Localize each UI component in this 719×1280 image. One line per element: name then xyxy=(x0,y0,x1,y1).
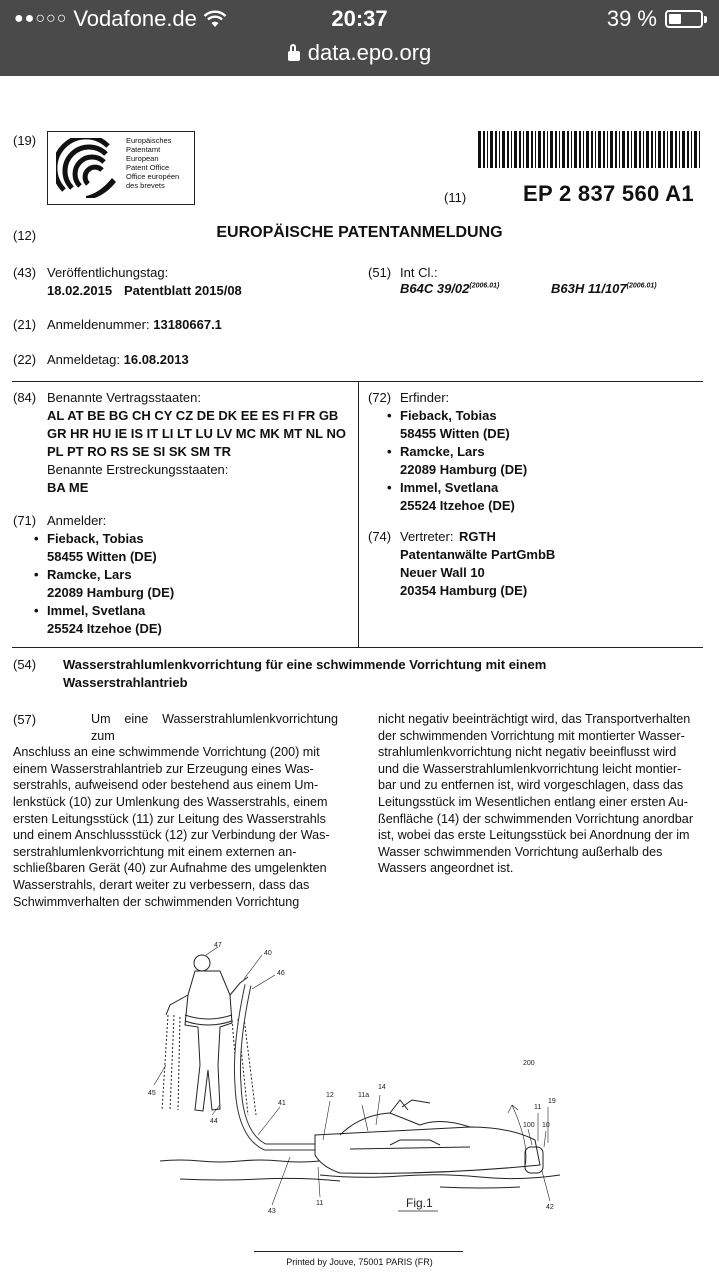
abstract-line: einem Wasserstrahlantrieb zur Erzeugung eines Was- xyxy=(13,761,314,776)
abstract-line: bar und zu entfernen ist, wird vorgeschlagen, dass das xyxy=(378,778,684,793)
abstract-line: Leitungsstück im Wesentlichen entlang einer ersten Au- xyxy=(378,794,688,809)
app-number-label: Anmeldenummer: xyxy=(47,317,150,332)
abstract-line: serstrahls, aufweisend oder bestehend aus einem Um- xyxy=(13,778,319,793)
int-cl-code: B64C 39/02 xyxy=(400,281,470,296)
abstract-line: Wasserstrahls, derart weiter zu verbessern, dass das xyxy=(13,877,310,892)
rep-line: RGTH xyxy=(459,529,496,544)
column-divider xyxy=(358,381,359,647)
int-cl-1 xyxy=(400,281,499,296)
inventor-address: 22089 Hamburg (DE) xyxy=(400,462,528,477)
figure-caption: Fig.1 xyxy=(406,1196,433,1210)
rep-line: 20354 Hamburg (DE) xyxy=(400,583,528,598)
inventor-name: Fieback, Tobias xyxy=(400,408,497,423)
battery-area xyxy=(607,6,703,32)
rep-line: Patentanwälte PartGmbB xyxy=(400,547,556,562)
filing-date-row xyxy=(47,352,189,367)
code-71: (71) xyxy=(13,513,37,528)
abstract-line: nicht negativ beeinträchtigt wird, das Transportverhalten xyxy=(378,712,691,726)
abstract-line: lenkstück (10) zur Umlenkung des Wasserstrahls, einem xyxy=(13,794,328,809)
office-line: Patent Office xyxy=(126,163,170,172)
ref-label: 41 xyxy=(278,1100,286,1107)
abstract-line: und einem Anschlussstück (12) zur Verbindung der Was- xyxy=(13,828,330,843)
abstract-line: serstrahlumlenkvorrichtung mit einem externen an- xyxy=(13,844,297,859)
list-item: • Ramcke, Lars xyxy=(34,567,132,582)
ref-label: 47 xyxy=(214,942,222,949)
inventor-name: Immel, Svetlana xyxy=(400,480,499,495)
applicant-address: 58455 Witten (DE) xyxy=(47,549,157,564)
abstract-line: schließbaren Gerät (40) zur Aufnahme des umgelenkten xyxy=(13,861,327,876)
office-line: des brevets xyxy=(126,181,165,190)
battery-fill xyxy=(669,14,681,24)
inventor-address: 25524 Itzehoe (DE) xyxy=(400,498,515,513)
int-cl-version: (2006.01) xyxy=(626,282,657,290)
abstract-line: ist, wobei das erste Leitungsstück bei Anordnung der im xyxy=(378,828,690,843)
ref-label: 19 xyxy=(548,1098,556,1105)
code-84: (84) xyxy=(13,390,37,405)
states-label: Benannte Vertragsstaaten: xyxy=(47,390,201,405)
ref-label: 100 xyxy=(523,1122,535,1129)
epo-logo xyxy=(47,131,195,205)
applicant-address: 22089 Hamburg (DE) xyxy=(47,585,175,600)
ref-label: 45 xyxy=(148,1090,156,1097)
code-21: (21) xyxy=(13,317,37,332)
ref-label: 12 xyxy=(326,1092,334,1099)
applicant-label: Anmelder: xyxy=(47,513,107,528)
abstract-line: Wassers angeordnet ist. xyxy=(378,861,514,876)
rep-line: Neuer Wall 10 xyxy=(400,565,485,580)
abstract-line: der schwimmenden Vorrichtung mit montierter Wasser- xyxy=(378,728,685,743)
office-line: Patentamt xyxy=(126,145,161,154)
filing-date: 16.08.2013 xyxy=(123,352,189,367)
abstract-left-column xyxy=(13,711,338,910)
water-surface xyxy=(160,1160,560,1188)
abstract-line: strahlumlenkvorrichtung nicht negativ beeinflusst wird xyxy=(378,745,677,760)
battery-percent: 39 % xyxy=(606,6,657,31)
ext-states: BA ME xyxy=(47,480,89,495)
rep-label: Vertreter: xyxy=(400,529,454,544)
ref-label: 46 xyxy=(277,970,285,977)
list-item: • Fieback, Tobias xyxy=(387,408,497,423)
code-19: (19) xyxy=(13,133,37,148)
states-line: GR HR HU IE IS IT LI LT LU LV MC MK MT NL NO xyxy=(47,426,346,441)
reference-leaders xyxy=(154,947,550,1205)
clock: 20:37 xyxy=(331,6,388,31)
applicant-name: Immel, Svetlana xyxy=(47,603,146,618)
office-line: Office européen xyxy=(126,172,180,181)
list-item: • Immel, Svetlana xyxy=(34,603,146,618)
applicants xyxy=(34,512,175,638)
battery-icon xyxy=(665,10,703,28)
inventor-label: Erfinder: xyxy=(400,390,450,405)
code-43: (43) xyxy=(13,265,37,280)
barcode-icon xyxy=(478,131,700,168)
states-line: AL AT BE BG CH CY CZ DE DK EE ES FI FR GB xyxy=(47,408,339,423)
hose-drawing xyxy=(237,985,315,1147)
office-line: Europäisches xyxy=(126,136,172,145)
invention-title xyxy=(63,656,703,692)
abstract-line: und die Wasserstrahlumlenkvorrichtung leicht montier- xyxy=(378,761,682,776)
int-cl-label: Int Cl.: xyxy=(400,265,438,280)
applicant-name: Ramcke, Lars xyxy=(47,567,132,582)
abstract-line: Anschluss an eine schwimmende Vorrichtung (200) mit xyxy=(13,745,320,760)
ref-label: 40 xyxy=(264,950,272,957)
code-57: (57) xyxy=(13,712,37,727)
filing-date-label: Anmeldetag: xyxy=(47,352,120,367)
abstract-right-column xyxy=(378,711,703,877)
epo-logo-icon xyxy=(56,138,118,198)
code-11: (11) xyxy=(444,190,467,205)
patent-drawing xyxy=(140,935,580,1215)
int-cl-version: (2006.01) xyxy=(469,282,500,290)
carrier-name: Vodafone.de xyxy=(73,6,197,31)
abstract-line: Wasser schwimmenden Vorrichtung außerhalb des xyxy=(378,844,663,859)
office-name xyxy=(126,136,179,190)
code-51: (51) xyxy=(368,265,392,280)
ref-label: 11 xyxy=(534,1104,542,1111)
ref-label: 10 xyxy=(542,1122,550,1129)
title-line: Wasserstrahlantrieb xyxy=(63,675,188,690)
ref-label: 14 xyxy=(378,1084,386,1091)
ref-label: 43 xyxy=(268,1208,276,1215)
ref-label: 200 xyxy=(523,1060,535,1067)
lock-icon xyxy=(288,51,300,61)
inventor-name: Ramcke, Lars xyxy=(400,444,485,459)
printer-footer: Printed by Jouve, 75001 PARIS (FR) xyxy=(286,1257,433,1267)
representative xyxy=(400,528,555,600)
ref-label: 11a xyxy=(358,1092,370,1099)
states-line: PL PT RO RS SE SI SK SM TR xyxy=(47,444,231,459)
footer-rule xyxy=(254,1251,463,1252)
designated-states xyxy=(47,389,352,497)
list-item: • Fieback, Tobias xyxy=(34,531,144,546)
inventors xyxy=(387,389,528,515)
int-cl-2 xyxy=(551,281,657,296)
divider xyxy=(12,647,703,648)
abstract-line: Schwimmverhalten der schwimmenden Vorrichtung xyxy=(13,894,300,909)
pub-date: 18.02.2015 xyxy=(47,283,113,298)
abstract-line: Um eine Wasserstrahlumlenkvorrichtung zum xyxy=(91,712,338,743)
code-72: (72) xyxy=(368,390,392,405)
int-cl-code: B63H 11/107 xyxy=(551,281,627,296)
ref-label: 42 xyxy=(546,1204,554,1211)
code-22: (22) xyxy=(13,352,37,367)
address-bar[interactable] xyxy=(0,40,719,66)
list-item: • Ramcke, Lars xyxy=(387,444,485,459)
signal-strength-icon: ●●○○○ xyxy=(14,10,68,27)
app-number-row xyxy=(47,317,222,332)
publication-number: EP 2 837 560 A1 xyxy=(523,181,694,206)
ref-label: 11 xyxy=(316,1200,324,1207)
url-text: data.epo.org xyxy=(307,40,432,65)
applicant-name: Fieback, Tobias xyxy=(47,531,144,546)
bulletin: Patentblatt 2015/08 xyxy=(124,283,242,298)
applicant-address: 25524 Itzehoe (DE) xyxy=(47,621,162,636)
ext-states-label: Benannte Erstreckungsstaaten: xyxy=(47,462,229,477)
water-jet-left xyxy=(162,1015,180,1110)
code-54: (54) xyxy=(13,657,37,672)
code-74: (74) xyxy=(368,529,392,544)
document-type: EUROPÄISCHE PATENTANMELDUNG xyxy=(216,224,503,241)
abstract-line: ersten Leitungsstück (11) zur Leitung des Wasserstrahls xyxy=(13,811,326,826)
list-item: • Immel, Svetlana xyxy=(387,480,499,495)
app-number: 13180667.1 xyxy=(153,317,222,332)
code-12: (12) xyxy=(13,228,37,243)
status-bar xyxy=(0,0,719,76)
abstract-line: ßenfläche (14) der schwimmenden Vorrichtung anordbar xyxy=(378,811,694,826)
inventor-address: 58455 Witten (DE) xyxy=(400,426,510,441)
ref-label: 44 xyxy=(210,1118,218,1125)
title-line: Wasserstrahlumlenkvorrichtung für eine schwimmende Vorrichtung mit einem xyxy=(63,657,547,672)
pub-date-label: Veröffentlichungstag: xyxy=(47,265,169,280)
office-line: European xyxy=(126,154,159,163)
